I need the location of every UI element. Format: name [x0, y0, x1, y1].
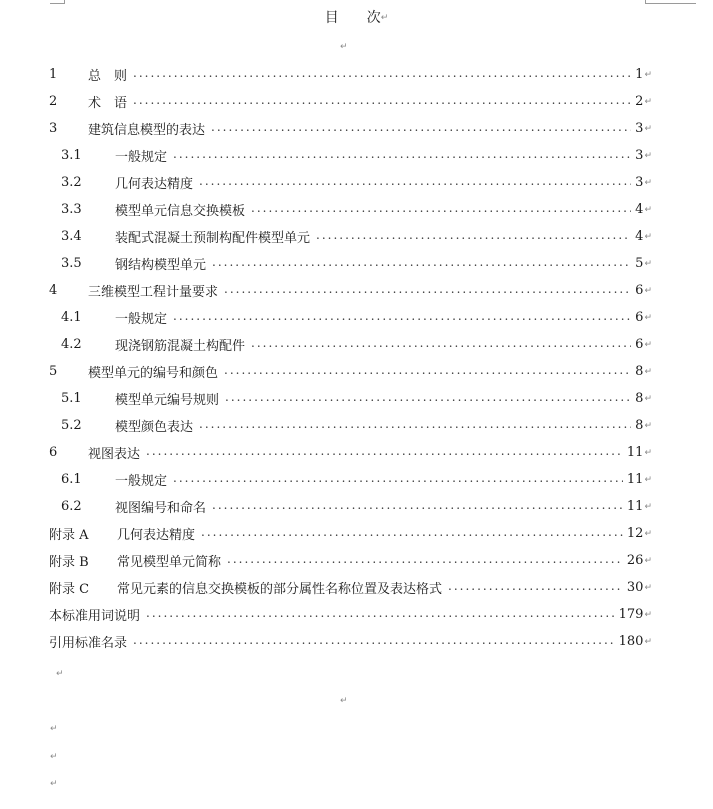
dot-leader	[251, 202, 631, 218]
dot-leader	[225, 391, 631, 407]
toc-entry-number: 6.2	[61, 499, 82, 514]
toc-entry-number: 4.2	[61, 337, 82, 352]
paragraph-mark-icon: ↵	[644, 258, 652, 269]
toc-entry-page: 1	[635, 67, 644, 82]
toc-title-part2: 次	[366, 10, 381, 26]
dot-leader	[224, 364, 631, 380]
toc-entry-2[interactable]	[49, 88, 652, 115]
paragraph-mark-icon: ↵	[644, 339, 652, 350]
toc-entry-page: 4	[635, 202, 644, 217]
paragraph-mark-icon: ↵	[644, 609, 652, 620]
paragraph-mark-icon: ↵	[340, 696, 348, 706]
toc-entry-number: 3.3	[61, 202, 82, 217]
dot-leader	[224, 283, 631, 299]
toc-entry-label: 模型单元信息交换模板	[115, 204, 246, 219]
paragraph-mark-icon: ↵	[644, 582, 652, 593]
paragraph-mark-icon: ↵	[380, 13, 389, 23]
paragraph-mark-icon: ↵	[340, 42, 348, 52]
toc-entry-label: 装配式混凝土预制构配件模型单元	[115, 231, 311, 246]
toc-entry-label: 视图编号和命名	[115, 501, 207, 516]
toc-entry-terms-explanation[interactable]	[49, 601, 652, 628]
toc-entry-label: 模型颜色表达	[115, 420, 194, 435]
toc-entry-label: 一般规定	[115, 150, 168, 165]
toc-entry-3-3[interactable]	[61, 196, 652, 223]
toc-entry-page: 4	[635, 229, 644, 244]
toc-entry-page: 12	[626, 526, 644, 541]
paragraph-mark-icon: ↵	[644, 123, 652, 134]
toc-entry-page: 5	[635, 256, 644, 271]
toc-entry-label: 总 则	[88, 69, 128, 84]
toc-entry-3-2[interactable]	[61, 169, 652, 196]
toc-entry-label: 术 语	[88, 96, 128, 111]
toc-entry-page: 8	[635, 418, 644, 433]
paragraph-mark-icon: ↵	[644, 447, 652, 458]
toc-entry-page: 3	[635, 148, 644, 163]
toc-entry-number: 5.2	[61, 418, 82, 433]
dot-leader	[211, 121, 631, 137]
dot-leader	[201, 526, 623, 542]
dot-leader	[173, 148, 631, 164]
toc-entry-number: 6	[49, 445, 58, 460]
toc-entry-page: 2	[635, 94, 644, 109]
paragraph-mark-icon: ↵	[50, 752, 58, 762]
toc-entry-number: 3	[49, 121, 58, 136]
toc-entry-number: 附录 C	[49, 582, 90, 597]
toc-entry-label: 一般规定	[115, 474, 168, 489]
toc-entry-number: 3.4	[61, 229, 82, 244]
toc-entry-5-1[interactable]	[61, 385, 652, 412]
toc-entry-label: 模型单元的编号和颜色	[88, 366, 219, 381]
paragraph-mark-icon: ↵	[644, 501, 652, 512]
toc-entry-6-2[interactable]	[61, 493, 652, 520]
dot-leader	[146, 445, 623, 461]
toc-entry-page: 6	[635, 283, 644, 298]
toc-entry-page: 26	[626, 553, 644, 568]
toc-entry-referenced-standards[interactable]	[49, 628, 652, 655]
toc-entry-number: 5	[49, 364, 58, 379]
toc-entry-number: 6.1	[61, 472, 82, 487]
paragraph-mark-icon: ↵	[644, 231, 652, 242]
toc-entry-label: 几何表达精度	[117, 528, 196, 543]
toc-entry-number: 3.2	[61, 175, 82, 190]
paragraph-mark-icon: ↵	[50, 724, 58, 734]
toc-title	[0, 7, 713, 27]
paragraph-mark-icon: ↵	[56, 669, 64, 679]
paragraph-mark-icon: ↵	[644, 69, 652, 80]
toc-entry-label: 三维模型工程计量要求	[88, 285, 219, 300]
dot-leader	[133, 634, 615, 650]
toc-entry-number: 3.1	[61, 148, 82, 163]
toc-entry-appendix-b[interactable]	[49, 547, 652, 574]
toc-entry-page: 30	[626, 580, 644, 595]
toc-entry-page: 6	[635, 337, 644, 352]
dot-leader	[227, 553, 623, 569]
dot-leader	[448, 580, 623, 596]
toc-entry-label: 常见模型单元简称	[117, 555, 222, 570]
paragraph-mark-icon: ↵	[644, 177, 652, 188]
toc-entry-number: 3.5	[61, 256, 82, 271]
paragraph-mark-icon: ↵	[644, 96, 652, 107]
toc-entry-4-1[interactable]	[61, 304, 652, 331]
page-corner-mark-right	[645, 0, 696, 4]
toc-entry-label: 引用标准名录	[49, 636, 128, 651]
dot-leader	[251, 337, 631, 353]
paragraph-mark-icon: ↵	[644, 150, 652, 161]
paragraph-mark-icon: ↵	[644, 393, 652, 404]
paragraph-mark-icon: ↵	[644, 474, 652, 485]
toc-entry-page: 179	[618, 607, 644, 622]
dot-leader	[212, 499, 623, 515]
paragraph-mark-icon: ↵	[644, 204, 652, 215]
dot-leader	[133, 94, 631, 110]
toc-entry-3-1[interactable]	[61, 142, 652, 169]
toc-entry-page: 8	[635, 364, 644, 379]
dot-leader	[173, 472, 623, 488]
toc-entry-number: 4.1	[61, 310, 82, 325]
toc-entry-3-5[interactable]	[61, 250, 652, 277]
toc-entry-page: 8	[635, 391, 644, 406]
paragraph-mark-icon: ↵	[644, 420, 652, 431]
dot-leader	[199, 175, 631, 191]
paragraph-mark-icon: ↵	[644, 285, 652, 296]
toc-entry-label: 模型单元编号规则	[115, 393, 220, 408]
toc-entry-label: 常见元素的信息交换模板的部分属性名称位置及表达格式	[117, 582, 443, 597]
toc-entry-label: 建筑信息模型的表达	[88, 123, 206, 138]
dot-leader	[199, 418, 631, 434]
toc-entry-label: 视图表达	[88, 447, 141, 462]
toc-entry-number: 4	[49, 283, 58, 298]
toc-entry-4[interactable]	[49, 277, 652, 304]
toc-entry-number: 5.1	[61, 391, 82, 406]
toc-entry-page: 3	[635, 121, 644, 136]
toc-entry-page: 11	[626, 472, 644, 487]
toc-entry-page: 6	[635, 310, 644, 325]
dot-leader	[173, 310, 631, 326]
toc-entry-label: 钢结构模型单元	[115, 258, 207, 273]
toc-entry-1[interactable]	[49, 61, 652, 88]
toc-entry-number: 2	[49, 94, 58, 109]
toc-entry-appendix-a[interactable]	[49, 520, 652, 547]
dot-leader	[146, 607, 615, 623]
toc-entry-page: 3	[635, 175, 644, 190]
page-corner-mark-left	[50, 0, 65, 4]
toc-entry-5-2[interactable]	[61, 412, 652, 439]
toc-entry-label: 现浇钢筋混凝土构配件	[115, 339, 246, 354]
toc-entry-6-1[interactable]	[61, 466, 652, 493]
toc-title-part1: 目	[324, 10, 339, 26]
toc-entry-4-2[interactable]	[61, 331, 652, 358]
dot-leader	[133, 67, 631, 83]
toc-entry-number: 附录 A	[49, 528, 89, 543]
paragraph-mark-icon: ↵	[644, 555, 652, 566]
toc-entry-5[interactable]	[49, 358, 652, 385]
toc-entry-6[interactable]	[49, 439, 652, 466]
paragraph-mark-icon: ↵	[644, 312, 652, 323]
dot-leader	[212, 256, 631, 272]
toc-entry-appendix-c[interactable]	[49, 574, 652, 601]
toc-entry-label: 几何表达精度	[115, 177, 194, 192]
toc-entry-number: 1	[49, 67, 58, 82]
toc-entry-page: 180	[618, 634, 644, 649]
toc-entry-3-4[interactable]	[61, 223, 652, 250]
toc-entry-3[interactable]	[49, 115, 652, 142]
paragraph-mark-icon: ↵	[644, 366, 652, 377]
toc-entry-number: 附录 B	[49, 555, 89, 570]
paragraph-mark-icon: ↵	[644, 636, 652, 647]
toc-entry-label: 一般规定	[115, 312, 168, 327]
paragraph-mark-icon: ↵	[50, 779, 58, 789]
toc-entry-label: 本标准用词说明	[49, 609, 141, 624]
dot-leader	[316, 229, 631, 245]
toc-entry-page: 11	[626, 499, 644, 514]
toc-entry-page: 11	[626, 445, 644, 460]
paragraph-mark-icon: ↵	[644, 528, 652, 539]
